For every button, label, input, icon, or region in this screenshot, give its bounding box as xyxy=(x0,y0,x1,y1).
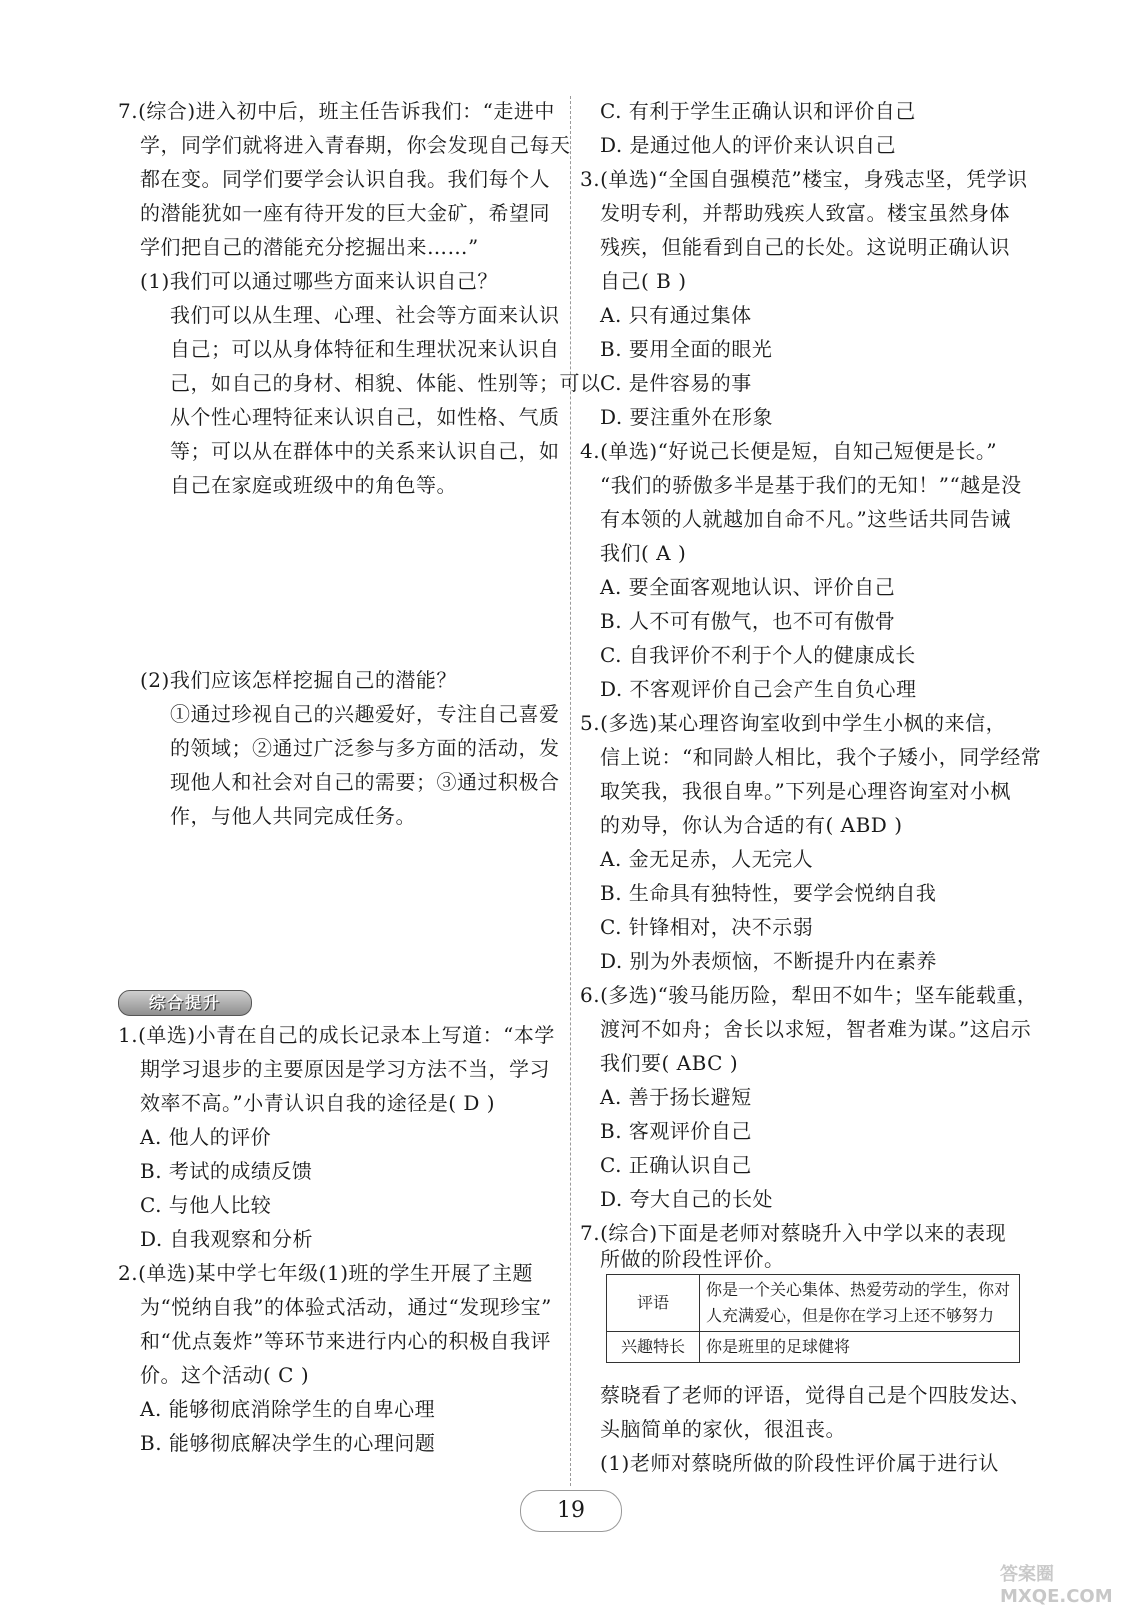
question-line: 发明专利，并帮助残疾人致富。楼宝虽然身体 xyxy=(600,201,1010,225)
text-line: 7.(综合)进入初中后，班主任告诉我们：“走进中 xyxy=(118,99,555,123)
question-line: 我们( A ) xyxy=(600,541,687,565)
question-line: 所做的阶段性评价。 xyxy=(600,1247,785,1271)
option: C. 自我评价不利于个人的健康成长 xyxy=(600,643,916,667)
question-line: 5.(多选)某心理咨询室收到中学生小枫的来信， xyxy=(580,711,1007,735)
option: C. 是件容易的事 xyxy=(600,371,752,395)
question-line: 1.(单选)小青在自己的成长记录本上写道：“本学 xyxy=(118,1023,555,1047)
answer-line: 我们可以从生理、心理、社会等方面来认识 xyxy=(170,303,560,327)
answer-line: 自己；可以从身体特征和生理状况来认识自 xyxy=(170,337,560,361)
option: B. 要用全面的眼光 xyxy=(600,337,773,361)
question-line: 的劝导，你认为合适的有( ABD ) xyxy=(600,813,903,837)
text-line: 的潜能犹如一座有待开发的巨大金矿，希望同 xyxy=(140,201,550,225)
option: D. 要注重外在形象 xyxy=(600,405,774,429)
question-line: 自己( B ) xyxy=(600,269,687,293)
table-label: 评语 xyxy=(607,1275,700,1332)
table-row xyxy=(607,1332,1020,1363)
question-line: “我们的骄傲多半是基于我们的无知！”“越是没 xyxy=(600,473,1022,497)
option: B. 生命具有独特性，要学会悦纳自我 xyxy=(600,881,937,905)
question-line: 3.(单选)“全国自强模范”楼宝，身残志坚，凭学识 xyxy=(580,167,1028,191)
table-label: 兴趣特长 xyxy=(607,1332,700,1363)
option: D. 是通过他人的评价来认识自己 xyxy=(600,133,897,157)
question-line: 残疾，但能看到自己的长处。这说明正确认识 xyxy=(600,235,1010,259)
text-line: 都在变。同学们要学会认识自我。我们每个人 xyxy=(140,167,550,191)
table-cell: 你是班里的足球健将 xyxy=(700,1332,1020,1363)
option: D. 夸大自己的长处 xyxy=(600,1187,774,1211)
option: C. 针锋相对，决不示弱 xyxy=(600,915,814,939)
question-line: 期学习退步的主要原因是学习方法不当，学习 xyxy=(140,1057,550,1081)
answer-line: 等；可以从在群体中的关系来认识自己，如 xyxy=(170,439,560,463)
question-line: 有本领的人就越加自命不凡。”这些话共同告诫 xyxy=(600,507,1011,531)
question-line: 渡河不如舟；舍长以求短，智者难为谋。”这启示 xyxy=(600,1017,1032,1041)
text-line: 学们把自己的潜能充分挖掘出来……” xyxy=(140,235,479,259)
option: D. 不客观评价自己会产生自负心理 xyxy=(600,677,917,701)
table-cell xyxy=(700,1275,1020,1332)
option: A. 只有通过集体 xyxy=(600,303,752,327)
text-line: 蔡晓看了老师的评语，觉得自己是个四肢发达、 xyxy=(600,1383,1031,1407)
option: D. 别为外表烦恼，不断提升内在素养 xyxy=(600,949,938,973)
answer-line: 己，如自己的身材、相貌、体能、性别等；可以 xyxy=(170,371,601,395)
question-line: 我们要( ABC ) xyxy=(600,1051,739,1075)
option: C. 与他人比较 xyxy=(140,1193,272,1217)
question-line: 和“优点轰炸”等环节来进行内心的积极自我评 xyxy=(140,1329,551,1353)
question-line: 7.(综合)下面是老师对蔡晓升入中学以来的表现 xyxy=(580,1221,1007,1245)
column-divider xyxy=(570,96,571,1486)
question-line: 为“悦纳自我”的体验式活动，通过“发现珍宝” xyxy=(140,1295,552,1319)
text-line: 头脑简单的家伙，很沮丧。 xyxy=(600,1417,846,1441)
option: B. 人不可有傲气，也不可有傲骨 xyxy=(600,609,896,633)
question-line: 价。这个活动( C ) xyxy=(140,1363,310,1387)
answer-line: 的领域；②通过广泛参与多方面的活动，发 xyxy=(170,736,560,760)
sub-question: (1)老师对蔡晓所做的阶段性评价属于进行认 xyxy=(600,1451,999,1475)
question-line: 6.(多选)“骏马能历险，犁田不如牛；坚车能载重， xyxy=(580,983,1038,1007)
option: C. 正确认识自己 xyxy=(600,1153,752,1177)
answer-line: 从个性心理特征来认识自己，如性格、气质 xyxy=(170,405,560,429)
question-line: 效率不高。”小青认识自我的途径是( D ) xyxy=(140,1091,496,1115)
option: A. 他人的评价 xyxy=(140,1125,272,1149)
option: D. 自我观察和分析 xyxy=(140,1227,314,1251)
option: A. 善于扬长避短 xyxy=(600,1085,752,1109)
option: A. 金无足赤，人无完人 xyxy=(600,847,814,871)
section-title-badge: 综合提升 xyxy=(118,990,252,1016)
question-line: 取笑我，我很自卑。”下列是心理咨询室对小枫 xyxy=(600,779,1011,803)
answer-line: 作，与他人共同完成任务。 xyxy=(170,804,416,828)
table-row xyxy=(607,1275,1020,1332)
answer-line: 现他人和社会对自己的需要；③通过积极合 xyxy=(170,770,560,794)
question-line: 2.(单选)某中学七年级(1)班的学生开展了主题 xyxy=(118,1261,534,1285)
table-text: 你是一个关心集体、热爱劳动的学生，你对 xyxy=(706,1280,1011,1299)
answer-line: ①通过珍视自己的兴趣爱好，专注自己喜爱 xyxy=(170,702,560,726)
table-text: 人充满爱心，但是你在学习上还不够努力 xyxy=(706,1306,995,1325)
option: B. 能够彻底解决学生的心理问题 xyxy=(140,1431,436,1455)
option: C. 有利于学生正确认识和评价自己 xyxy=(600,99,916,123)
answer-line: 自己在家庭或班级中的角色等。 xyxy=(170,473,457,497)
question-line: 4.(单选)“好说己长便是短，自知己短便是长。” xyxy=(580,439,998,463)
sub-question: (2)我们应该怎样挖掘自己的潜能？ xyxy=(140,668,457,692)
option: B. 考试的成绩反馈 xyxy=(140,1159,313,1183)
sub-question: (1)我们可以通过哪些方面来认识自己？ xyxy=(140,269,498,293)
question-line: 信上说：“和同龄人相比，我个子矮小，同学经常 xyxy=(600,745,1042,769)
option: B. 客观评价自己 xyxy=(600,1119,752,1143)
page-number: 19 xyxy=(520,1490,622,1532)
option: A. 要全面客观地认识、评价自己 xyxy=(600,575,896,599)
evaluation-table xyxy=(606,1274,1020,1363)
watermark: 答案圈 MXQE.COM xyxy=(1000,1564,1113,1607)
option: A. 能够彻底消除学生的自卑心理 xyxy=(140,1397,436,1421)
text-line: 学，同学们就将进入青春期，你会发现自己每天 xyxy=(140,133,571,157)
